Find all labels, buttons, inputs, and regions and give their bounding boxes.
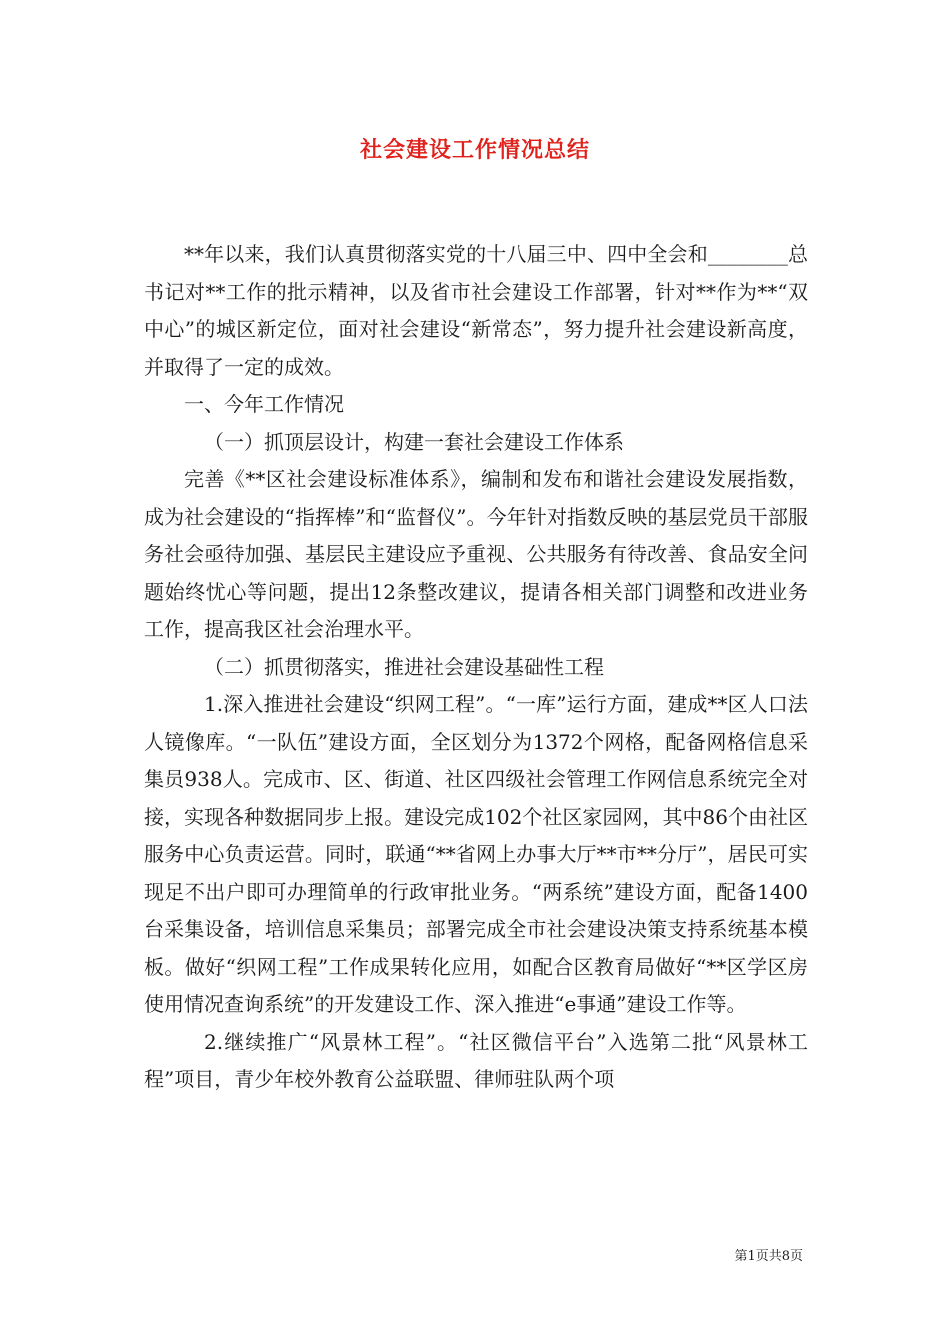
body-paragraph: 2.继续推广“风景林工程”。“社区微信平台”入选第二批“风景林工程”项目，青少年校外教育公益联盟、律师驻队两个项 [144, 1029, 808, 1091]
body-paragraph: 1.深入推进社会建设“织网工程”。“一库”运行方面，建成**区人口法人镜像库。“一队伍”建设方面，全区划分为1372个网格，配备网格信息采集员938人。完成市、区、街道、社区四级社会管理工作网信息系统完全对接，实现各种数据同步上报。建设完成102个社区家园网，其中86个由社区服务中心负责运营。同时，联通“**省网上办事大厅**市**分厅”，居民可实现足不出户即可办理简单的行政审批业务。“两系统”建设方面，配备1400台采集设备，培训信息采集员；部署完成全市社会建设决策支持系统基本模板。做好“织网工程”工作成果转化应用，如配合区教育局做好“**区学区房使用情况查询系统”的开发建设工作、深入推进“e事通”建设工作等。 [144, 692, 808, 1016]
document-title: 社会建设工作情况总结 [359, 137, 590, 163]
intro-paragraph: **年以来，我们认真贯彻落实党的十八届三中、四中全会和________总书记对**工作的批示精神，以及省市社会建设工作部署，针对**作为**“双中心”的城区新定位，面对社会建设“新常态”，努力提升社会建设新高度，并取得了一定的成效。 [144, 242, 808, 379]
subsection-heading-2: （二）抓贯彻落实，推进社会建设基础性工程 [204, 654, 604, 679]
page-number: 第1页共8页 [734, 1249, 803, 1264]
body-paragraph: 完善《**区社会建设标准体系》，编制和发布和谐社会建设发展指数，成为社会建设的“指挥棒”和“监督仪”。今年针对指数反映的基层党员干部服务社会亟待加强、基层民主建设应予重视、公共服务有待改善、食品安全问题始终忧心等问题，提出12条整改建议，提请各相关部门调整和改进业务工作，提高我区社会治理水平。 [144, 467, 808, 641]
section-heading-1: 一、今年工作情况 [184, 392, 344, 416]
subsection-heading-1: （一）抓顶层设计，构建一套社会建设工作体系 [204, 429, 624, 454]
document-body [144, 236, 808, 1099]
